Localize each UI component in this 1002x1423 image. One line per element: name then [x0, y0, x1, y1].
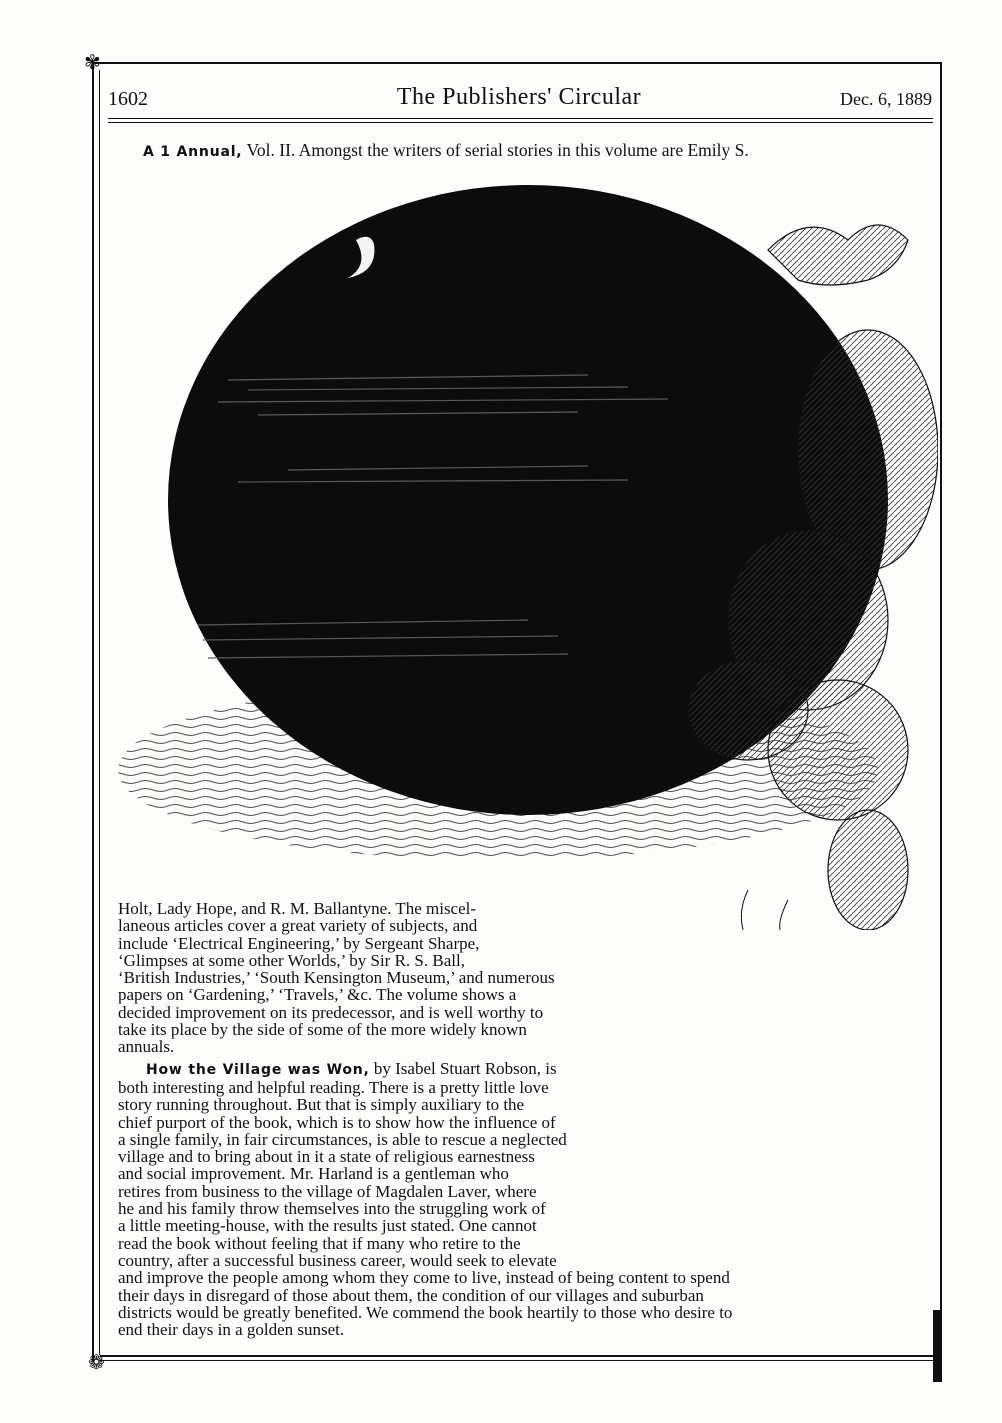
article1-line: ‘British Industries,’ ‘South Kensington Museum,’ and numerous [118, 968, 555, 988]
page-header [108, 84, 930, 116]
header-underline [108, 118, 933, 119]
article2-line: both interesting and helpful reading. There is a pretty little love [118, 1077, 549, 1097]
article1-line: Holt, Lady Hope, and R. M. Ballantyne. The miscel- [118, 899, 477, 918]
article2-byline: by Isabel Stuart Robson, is [373, 1058, 557, 1078]
article2-line: read the book without feeling that if many who retire to the [118, 1233, 521, 1253]
article1-line: laneous articles cover a great variety of subjects, and [118, 916, 478, 936]
moonlit-lake-engraving-icon [108, 170, 938, 930]
article2-line: he and his family throw themselves into the struggling work of [118, 1199, 546, 1219]
article2-line: their days in disregard of those about them, the condition of our villages and suburban [118, 1285, 704, 1305]
lead-line [143, 140, 933, 161]
article2-line: districts would be greatly benefited. We commend the book heartily to those who desire to [118, 1302, 733, 1322]
header-underline-2 [108, 122, 933, 123]
article1-line: ‘Glimpses at some other Worlds,’ by Sir R. S. Ball, [118, 950, 465, 970]
article-body [118, 900, 938, 1338]
article-title-a1-annual: A 1 Annual, [143, 144, 243, 160]
article2-line: country, after a successful business career, would seek to elevate [118, 1250, 557, 1270]
article2-line: chief purport of the book, which is to show how the influence of [118, 1112, 556, 1132]
article1-paragraph [118, 900, 938, 1056]
left-border-rule [92, 62, 94, 1362]
article2-line: and social improvement. Mr. Harland is a gentleman who [118, 1164, 509, 1184]
article1-line: include ‘Electrical Engineering,’ by Sergeant Sharpe, [118, 933, 480, 953]
article2-line: end their days in a golden sunset. [118, 1320, 345, 1340]
article2-line: a little meeting-house, with the results just stated. One cannot [118, 1216, 537, 1236]
left-border-rule-inner [99, 70, 100, 1355]
article2-line: a single family, in fair circumstances, is able to rescue a neglected [118, 1129, 567, 1149]
right-border-rule [940, 62, 942, 1382]
article1-line: annuals. [118, 1037, 175, 1057]
article2-line: retires from business to the village of Magdalen Laver, where [118, 1181, 537, 1201]
article1-line: take its place by the side of some of the more widely known [118, 1020, 527, 1040]
article2-line: story running throughout. But that is simply auxiliary to the [118, 1095, 525, 1115]
bottom-border-rule-2 [100, 1360, 935, 1361]
corner-ornament-top-left-icon: ✾ [84, 52, 101, 74]
article2-first-line [118, 1060, 938, 1079]
issue-date: Dec. 6, 1889 [840, 89, 932, 109]
lead-text: Vol. II. Amongst the writers of serial stories in this volume are Emily S. [246, 140, 749, 160]
article1-line: decided improvement on its predecessor, and is well worthy to [118, 1002, 544, 1022]
page-number: 1602 [108, 88, 148, 110]
corner-ornament-bottom-left-icon: ❁ [88, 1352, 105, 1374]
masthead-title: The Publishers' Circular [396, 84, 642, 110]
article1-line: papers on ‘Gardening,’ ‘Travels,’ &c. The volume shows a [118, 985, 517, 1005]
top-border-rule [92, 62, 942, 64]
article2-paragraph [118, 1060, 938, 1339]
article-title-village: How the Village was Won, [146, 1061, 370, 1078]
article2-line: village and to bring about in it a state of religious earnestness [118, 1147, 535, 1167]
article2-line: and improve the people among whom they come to live, instead of being content to spend [118, 1268, 730, 1288]
bottom-border-rule [100, 1355, 935, 1357]
